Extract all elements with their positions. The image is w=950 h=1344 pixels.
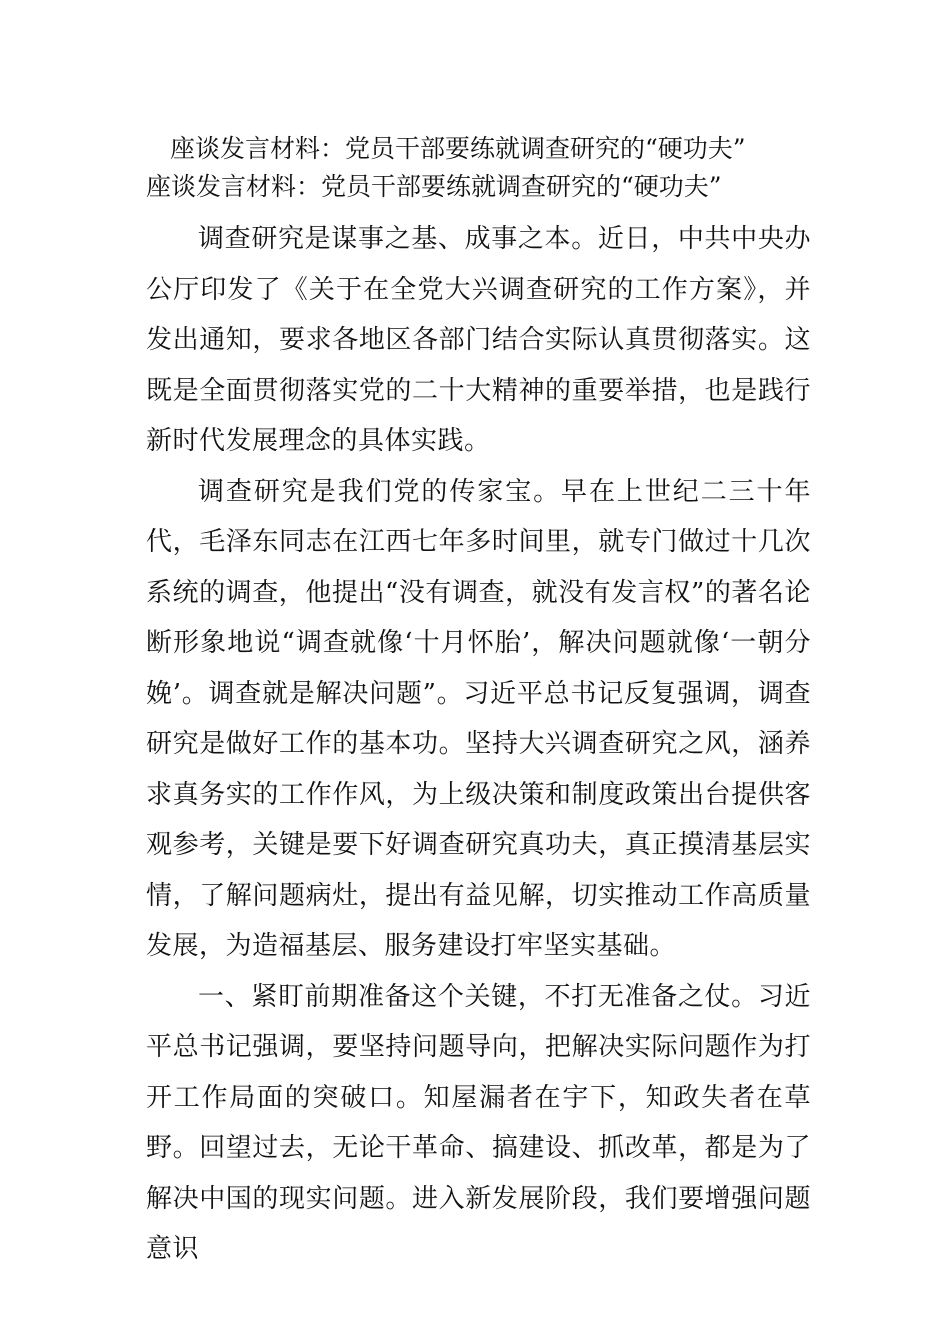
paragraph: 调查研究是我们党的传家宝。早在上世纪二三十年代，毛泽东同志在江西七年多时间里，就专门做过十几次系统的调查，他提出“没有调查，就没有发言权”的著名论断形象地说“调查就像‘十月怀胎’，解决问题就像‘一朝分娩’。调查就是解决问题”。习近平总书记反复强调，调查研究是做好工作的基本功。坚持大兴调查研究之风，涵养求真务实的工作作风，为上级决策和制度政策出台提供客观参考，关键是要下好调查研究真功夫，真正摸清基层实情，了解问题病灶，提出有益见解，切实推动工作高质量发展，为造福基层、服务建设打牢坚实基础。 [146,476,811,961]
document-body [146,130,811,1275]
paragraph: 调查研究是谋事之基、成事之本。近日，中共中央办公厅印发了《关于在全党大兴调查研究的工作方案》，并发出通知，要求各地区各部门结合实际认真贯彻落实。这既是全面贯彻落实党的二十大精神的重要举措，也是践行新时代发展理念的具体实践。 [146,224,811,456]
paragraph: 一、紧盯前期准备这个关键，不打无准备之仗。习近平总书记强调，要坚持问题导向，把解决实际问题作为打开工作局面的突破口。知屋漏者在宇下，知政失者在草野。回望过去，无论干革命、搞建设、抓改革，都是为了解决中国的现实问题。进入新发展阶段，我们要增强问题意识 [146,981,811,1264]
document-text [146,214,811,1275]
document-title: 座谈发言材料：党员干部要练就调查研究的“硬功夫” [170,134,746,163]
document-title-repeat: 座谈发言材料：党员干部要练就调查研究的“硬功夫” [146,172,722,201]
